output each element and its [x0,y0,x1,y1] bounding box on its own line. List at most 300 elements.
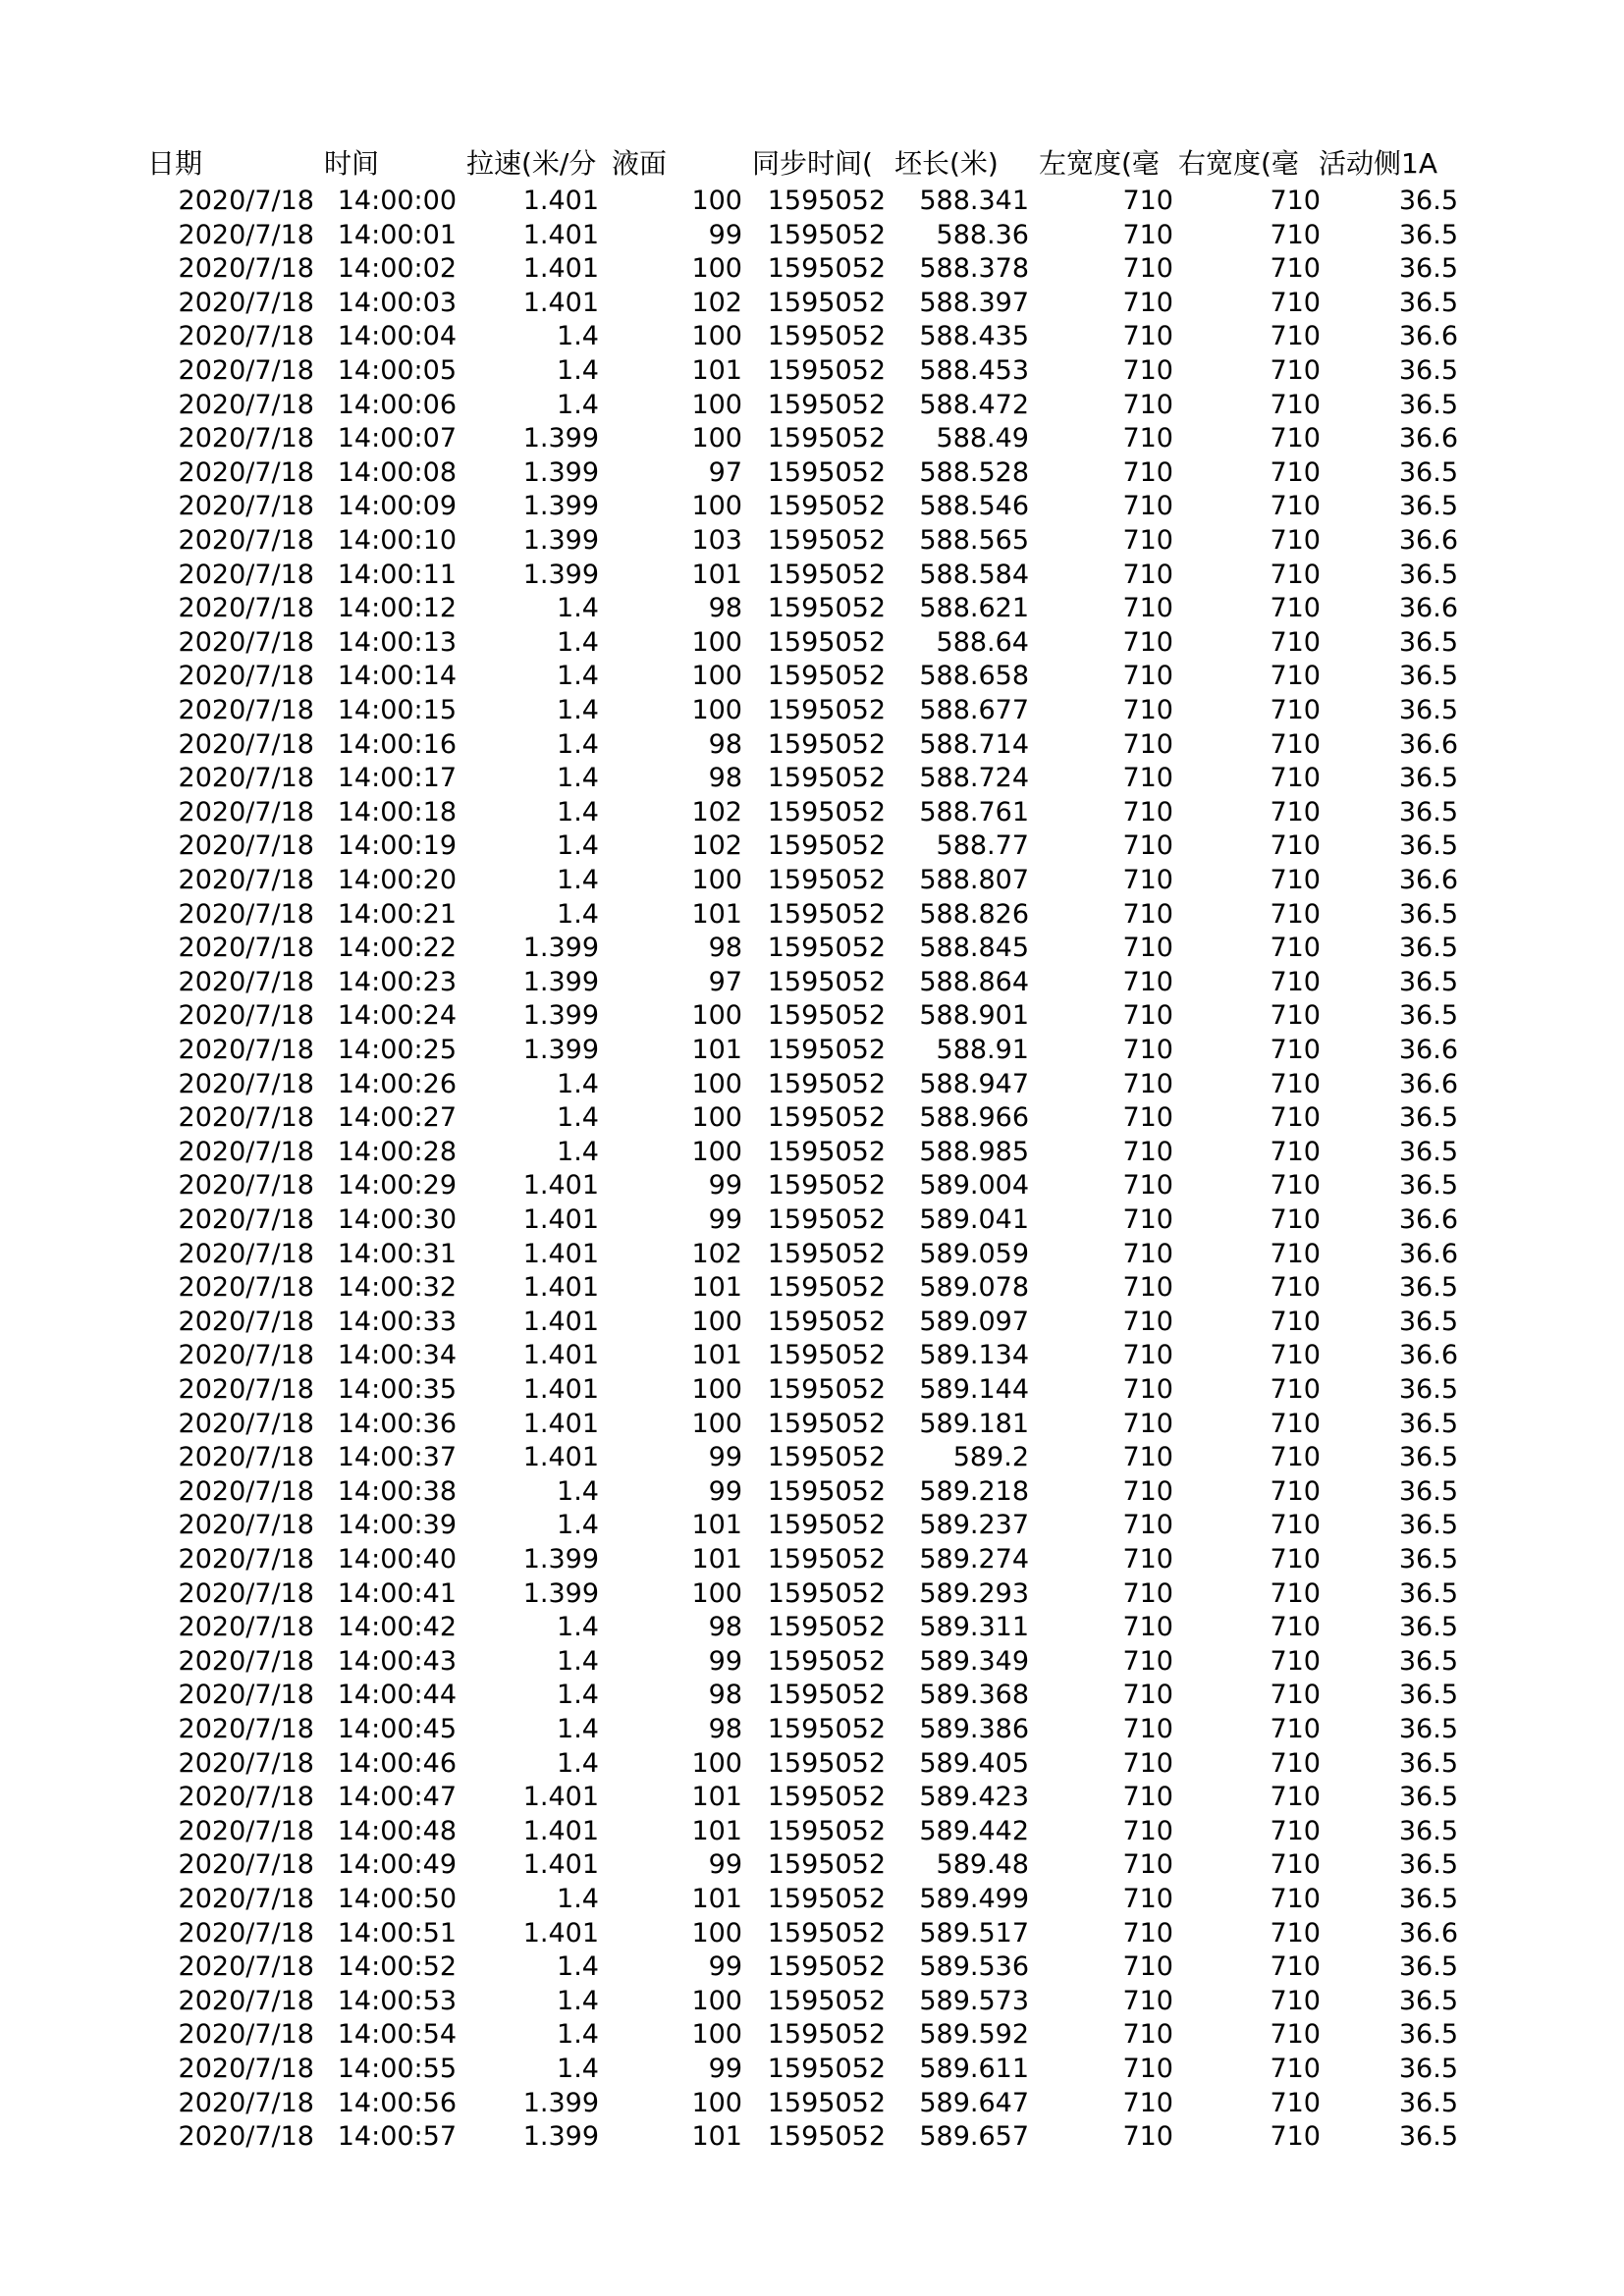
table-row [0,219,1624,253]
cell-slab-length: 589.657 [919,2121,1029,2153]
cell-left-width: 710 [1122,1782,1173,1813]
cell-time: 14:00:06 [337,389,457,420]
cell-left-width: 710 [1122,1747,1173,1779]
cell-sync-time: 1595052 [767,1102,886,1134]
cell-sync-time: 1595052 [767,2054,886,2084]
cell-sync-time: 1595052 [767,1035,886,1065]
cell-sync-time: 1595052 [767,2087,886,2118]
cell-liquid-level: 101 [691,559,742,590]
cell-time: 14:00:01 [337,219,457,250]
cell-liquid-level: 97 [708,456,742,488]
cell-right-width: 710 [1270,1204,1321,1235]
cell-left-width: 710 [1122,1000,1173,1032]
cell-date: 2020/7/18 [178,1645,314,1677]
cell-liquid-level: 99 [708,1475,742,1507]
table-row [0,1645,1624,1680]
cell-active-side-1a: 36.5 [1398,287,1458,318]
cell-slab-length: 588.546 [919,491,1029,522]
table-row [0,829,1624,864]
cell-date: 2020/7/18 [178,796,314,828]
cell-casting-speed: 1.401 [522,1849,599,1881]
cell-date: 2020/7/18 [178,763,314,794]
cell-liquid-level: 98 [708,763,742,794]
cell-sync-time: 1595052 [767,1680,886,1711]
cell-active-side-1a: 36.5 [1398,1136,1458,1167]
cell-casting-speed: 1.401 [522,1204,599,1235]
cell-date: 2020/7/18 [178,865,314,895]
table-row [0,1238,1624,1272]
cell-active-side-1a: 36.5 [1398,1782,1458,1813]
cell-liquid-level: 103 [691,525,742,556]
cell-time: 14:00:21 [337,898,457,930]
cell-right-width: 710 [1270,1170,1321,1201]
cell-sync-time: 1595052 [767,1645,886,1677]
cell-liquid-level: 100 [691,1136,742,1167]
cell-date: 2020/7/18 [178,728,314,760]
cell-left-width: 710 [1122,763,1173,794]
cell-slab-length: 589.041 [919,1204,1029,1235]
cell-active-side-1a: 36.5 [1398,2087,1458,2118]
cell-right-width: 710 [1270,423,1321,454]
cell-left-width: 710 [1122,1917,1173,1949]
cell-sync-time: 1595052 [767,321,886,352]
cell-casting-speed: 1.399 [522,2087,599,2118]
cell-casting-speed: 1.401 [522,219,599,250]
cell-left-width: 710 [1122,1068,1173,1099]
cell-time: 14:00:26 [337,1068,457,1099]
cell-active-side-1a: 36.5 [1398,933,1458,964]
table-row [0,728,1624,763]
cell-sync-time: 1595052 [767,219,886,250]
cell-right-width: 710 [1270,1884,1321,1914]
cell-right-width: 710 [1270,1442,1321,1473]
cell-time: 14:00:47 [337,1782,457,1813]
cell-sync-time: 1595052 [767,1475,886,1507]
cell-sync-time: 1595052 [767,796,886,828]
cell-time: 14:00:03 [337,287,457,318]
cell-casting-speed: 1.4 [557,1102,599,1134]
cell-slab-length: 589.647 [919,2087,1029,2118]
cell-casting-speed: 1.399 [522,525,599,556]
cell-liquid-level: 102 [691,287,742,318]
cell-time: 14:00:11 [337,559,457,590]
cell-sync-time: 1595052 [767,253,886,285]
cell-slab-length: 589.405 [919,1747,1029,1779]
cell-right-width: 710 [1270,355,1321,386]
cell-liquid-level: 97 [708,966,742,997]
header-date: 日期 [147,147,203,180]
cell-sync-time: 1595052 [767,661,886,692]
cell-time: 14:00:36 [337,1408,457,1439]
cell-sync-time: 1595052 [767,1238,886,1269]
cell-slab-length: 589.311 [919,1612,1029,1643]
cell-time: 14:00:29 [337,1170,457,1201]
cell-sync-time: 1595052 [767,626,886,658]
cell-casting-speed: 1.399 [522,2121,599,2153]
cell-slab-length: 589.611 [919,2054,1029,2084]
cell-sync-time: 1595052 [767,423,886,454]
cell-time: 14:00:56 [337,2087,457,2118]
cell-slab-length: 589.423 [919,1782,1029,1813]
cell-sync-time: 1595052 [767,1170,886,1201]
cell-slab-length: 588.36 [936,219,1029,250]
cell-active-side-1a: 36.6 [1398,1068,1458,1099]
cell-slab-length: 588.807 [919,865,1029,895]
cell-date: 2020/7/18 [178,321,314,352]
cell-liquid-level: 101 [691,898,742,930]
cell-slab-length: 589.293 [919,1577,1029,1609]
cell-liquid-level: 100 [691,1000,742,1032]
cell-date: 2020/7/18 [178,1238,314,1269]
cell-left-width: 710 [1122,2087,1173,2118]
table-row [0,762,1624,796]
cell-time: 14:00:13 [337,626,457,658]
cell-right-width: 710 [1270,593,1321,624]
cell-active-side-1a: 36.6 [1398,865,1458,895]
cell-sync-time: 1595052 [767,1510,886,1541]
cell-right-width: 710 [1270,933,1321,964]
cell-active-side-1a: 36.5 [1398,559,1458,590]
cell-casting-speed: 1.401 [522,253,599,285]
cell-casting-speed: 1.399 [522,456,599,488]
table-row [0,1917,1624,1951]
cell-slab-length: 588.397 [919,287,1029,318]
cell-left-width: 710 [1122,1136,1173,1167]
cell-date: 2020/7/18 [178,491,314,522]
cell-active-side-1a: 36.5 [1398,355,1458,386]
cell-left-width: 710 [1122,661,1173,692]
cell-left-width: 710 [1122,933,1173,964]
cell-active-side-1a: 36.5 [1398,2019,1458,2051]
cell-liquid-level: 99 [708,1442,742,1473]
cell-time: 14:00:28 [337,1136,457,1167]
cell-left-width: 710 [1122,1306,1173,1337]
cell-left-width: 710 [1122,1442,1173,1473]
cell-slab-length: 589.097 [919,1306,1029,1337]
cell-casting-speed: 1.401 [522,1815,599,1846]
cell-slab-length: 588.901 [919,1000,1029,1032]
cell-casting-speed: 1.4 [557,695,599,725]
cell-left-width: 710 [1122,389,1173,420]
cell-time: 14:00:43 [337,1645,457,1677]
cell-slab-length: 588.565 [919,525,1029,556]
cell-left-width: 710 [1122,2019,1173,2051]
cell-liquid-level: 100 [691,1374,742,1405]
cell-date: 2020/7/18 [178,389,314,420]
cell-liquid-level: 101 [691,1782,742,1813]
cell-liquid-level: 99 [708,1204,742,1235]
cell-liquid-level: 100 [691,1068,742,1099]
cell-active-side-1a: 36.6 [1398,525,1458,556]
cell-right-width: 710 [1270,830,1321,862]
cell-casting-speed: 1.4 [557,1985,599,2016]
cell-sync-time: 1595052 [767,1272,886,1304]
cell-casting-speed: 1.399 [522,1000,599,1032]
cell-right-width: 710 [1270,1680,1321,1711]
cell-casting-speed: 1.399 [522,1035,599,1065]
cell-sync-time: 1595052 [767,456,886,488]
cell-active-side-1a: 36.5 [1398,1544,1458,1575]
cell-left-width: 710 [1122,423,1173,454]
cell-right-width: 710 [1270,661,1321,692]
header-active-side-1a: 活动侧1A [1319,147,1437,180]
cell-slab-length: 588.621 [919,593,1029,624]
cell-sync-time: 1595052 [767,1985,886,2016]
cell-active-side-1a: 36.6 [1398,1204,1458,1235]
cell-slab-length: 589.499 [919,1884,1029,1914]
cell-liquid-level: 101 [691,2121,742,2153]
cell-liquid-level: 100 [691,1747,742,1779]
cell-active-side-1a: 36.6 [1398,1238,1458,1269]
cell-left-width: 710 [1122,2054,1173,2084]
cell-sync-time: 1595052 [767,865,886,895]
cell-right-width: 710 [1270,1306,1321,1337]
cell-slab-length: 589.368 [919,1680,1029,1711]
cell-right-width: 710 [1270,1475,1321,1507]
cell-casting-speed: 1.401 [522,1272,599,1304]
cell-slab-length: 588.845 [919,933,1029,964]
table-row [0,1611,1624,1645]
cell-casting-speed: 1.4 [557,1680,599,1711]
table-row [0,2053,1624,2087]
cell-right-width: 710 [1270,2121,1321,2153]
cell-slab-length: 589.442 [919,1815,1029,1846]
cell-casting-speed: 1.4 [557,661,599,692]
table-row [0,354,1624,389]
table-row [0,1203,1624,1238]
cell-casting-speed: 1.4 [557,2054,599,2084]
cell-time: 14:00:25 [337,1035,457,1065]
cell-time: 14:00:24 [337,1000,457,1032]
cell-time: 14:00:19 [337,830,457,862]
cell-active-side-1a: 36.5 [1398,219,1458,250]
table-row [0,1271,1624,1306]
cell-left-width: 710 [1122,865,1173,895]
cell-active-side-1a: 36.5 [1398,966,1458,997]
cell-liquid-level: 98 [708,593,742,624]
cell-sync-time: 1595052 [767,525,886,556]
table-row [0,1543,1624,1577]
cell-left-width: 710 [1122,1475,1173,1507]
cell-left-width: 710 [1122,1612,1173,1643]
cell-active-side-1a: 36.5 [1398,1000,1458,1032]
cell-sync-time: 1595052 [767,1306,886,1337]
cell-sync-time: 1595052 [767,830,886,862]
cell-date: 2020/7/18 [178,219,314,250]
header-right-width: 右宽度(毫 [1178,147,1299,180]
cell-casting-speed: 1.401 [522,1170,599,1201]
cell-time: 14:00:37 [337,1442,457,1473]
cell-sync-time: 1595052 [767,728,886,760]
cell-left-width: 710 [1122,1884,1173,1914]
cell-time: 14:00:08 [337,456,457,488]
cell-date: 2020/7/18 [178,186,314,216]
cell-right-width: 710 [1270,2019,1321,2051]
cell-liquid-level: 100 [691,865,742,895]
cell-time: 14:00:18 [337,796,457,828]
cell-sync-time: 1595052 [767,1374,886,1405]
cell-right-width: 710 [1270,763,1321,794]
cell-active-side-1a: 36.5 [1398,796,1458,828]
cell-active-side-1a: 36.5 [1398,1510,1458,1541]
cell-date: 2020/7/18 [178,1782,314,1813]
cell-sync-time: 1595052 [767,491,886,522]
table-row [0,1034,1624,1068]
cell-time: 14:00:15 [337,695,457,725]
cell-right-width: 710 [1270,491,1321,522]
cell-time: 14:00:42 [337,1612,457,1643]
cell-liquid-level: 99 [708,1849,742,1881]
table-row [0,2120,1624,2155]
cell-casting-speed: 1.4 [557,1068,599,1099]
table-row [0,1441,1624,1475]
cell-active-side-1a: 36.5 [1398,1475,1458,1507]
cell-left-width: 710 [1122,830,1173,862]
cell-left-width: 710 [1122,1849,1173,1881]
cell-active-side-1a: 36.5 [1398,661,1458,692]
cell-sync-time: 1595052 [767,1747,886,1779]
cell-active-side-1a: 36.5 [1398,1442,1458,1473]
cell-right-width: 710 [1270,1645,1321,1677]
cell-slab-length: 589.004 [919,1170,1029,1201]
cell-casting-speed: 1.4 [557,1612,599,1643]
cell-casting-speed: 1.4 [557,321,599,352]
cell-liquid-level: 102 [691,1238,742,1269]
table-row [0,932,1624,966]
cell-time: 14:00:27 [337,1102,457,1134]
cell-liquid-level: 100 [691,253,742,285]
cell-right-width: 710 [1270,2054,1321,2084]
cell-left-width: 710 [1122,1544,1173,1575]
table-row [0,966,1624,1000]
table-row [0,524,1624,559]
table-row [0,320,1624,354]
cell-time: 14:00:33 [337,1306,457,1337]
cell-casting-speed: 1.4 [557,898,599,930]
cell-sync-time: 1595052 [767,933,886,964]
cell-time: 14:00:20 [337,865,457,895]
cell-date: 2020/7/18 [178,933,314,964]
cell-casting-speed: 1.399 [522,933,599,964]
cell-right-width: 710 [1270,525,1321,556]
cell-left-width: 710 [1122,2121,1173,2153]
cell-date: 2020/7/18 [178,423,314,454]
cell-liquid-level: 100 [691,186,742,216]
table-row [0,252,1624,287]
cell-liquid-level: 100 [691,626,742,658]
cell-time: 14:00:09 [337,491,457,522]
cell-casting-speed: 1.4 [557,1645,599,1677]
cell-date: 2020/7/18 [178,287,314,318]
cell-casting-speed: 1.401 [522,1782,599,1813]
cell-right-width: 710 [1270,728,1321,760]
cell-left-width: 710 [1122,1238,1173,1269]
cell-date: 2020/7/18 [178,1577,314,1609]
cell-casting-speed: 1.4 [557,593,599,624]
cell-slab-length: 588.64 [936,626,1029,658]
cell-right-width: 710 [1270,1747,1321,1779]
cell-right-width: 710 [1270,1238,1321,1269]
cell-time: 14:00:23 [337,966,457,997]
cell-casting-speed: 1.401 [522,1340,599,1371]
cell-slab-length: 588.453 [919,355,1029,386]
table-row [0,660,1624,694]
table-row [0,1577,1624,1612]
cell-sync-time: 1595052 [767,1849,886,1881]
cell-right-width: 710 [1270,1612,1321,1643]
cell-casting-speed: 1.4 [557,1747,599,1779]
cell-sync-time: 1595052 [767,1612,886,1643]
cell-date: 2020/7/18 [178,1136,314,1167]
cell-liquid-level: 100 [691,423,742,454]
table-row [0,592,1624,626]
cell-time: 14:00:39 [337,1510,457,1541]
cell-liquid-level: 99 [708,2054,742,2084]
cell-date: 2020/7/18 [178,1204,314,1235]
cell-left-width: 710 [1122,728,1173,760]
table-row [0,1679,1624,1713]
header-slab-length: 坯长(米) [894,147,999,180]
cell-left-width: 710 [1122,1408,1173,1439]
cell-liquid-level: 100 [691,321,742,352]
cell-left-width: 710 [1122,491,1173,522]
cell-sync-time: 1595052 [767,1408,886,1439]
cell-date: 2020/7/18 [178,1442,314,1473]
cell-right-width: 710 [1270,389,1321,420]
cell-slab-length: 588.341 [919,186,1029,216]
table-row [0,1985,1624,2019]
cell-casting-speed: 1.401 [522,186,599,216]
cell-active-side-1a: 36.5 [1398,626,1458,658]
cell-sync-time: 1595052 [767,559,886,590]
cell-liquid-level: 98 [708,933,742,964]
cell-liquid-level: 101 [691,1340,742,1371]
cell-slab-length: 589.218 [919,1475,1029,1507]
cell-sync-time: 1595052 [767,593,886,624]
cell-date: 2020/7/18 [178,1000,314,1032]
cell-slab-length: 588.826 [919,898,1029,930]
cell-liquid-level: 101 [691,1272,742,1304]
table-row [0,2087,1624,2121]
cell-date: 2020/7/18 [178,1035,314,1065]
cell-active-side-1a: 36.5 [1398,1577,1458,1609]
cell-liquid-level: 98 [708,728,742,760]
cell-casting-speed: 1.4 [557,1714,599,1744]
cell-left-width: 710 [1122,525,1173,556]
cell-slab-length: 589.144 [919,1374,1029,1405]
cell-active-side-1a: 36.5 [1398,1170,1458,1201]
table-row [0,999,1624,1034]
cell-date: 2020/7/18 [178,1917,314,1949]
cell-time: 14:00:07 [337,423,457,454]
cell-left-width: 710 [1122,1815,1173,1846]
cell-active-side-1a: 36.6 [1398,321,1458,352]
table-row [0,1950,1624,1985]
cell-active-side-1a: 36.5 [1398,1612,1458,1643]
cell-slab-length: 589.2 [952,1442,1029,1473]
cell-sync-time: 1595052 [767,1951,886,1983]
cell-left-width: 710 [1122,1714,1173,1744]
cell-active-side-1a: 36.6 [1398,1917,1458,1949]
cell-sync-time: 1595052 [767,1577,886,1609]
cell-sync-time: 1595052 [767,1917,886,1949]
cell-casting-speed: 1.4 [557,389,599,420]
table-row [0,389,1624,423]
cell-right-width: 710 [1270,1000,1321,1032]
cell-active-side-1a: 36.6 [1398,728,1458,760]
cell-slab-length: 588.435 [919,321,1029,352]
cell-active-side-1a: 36.5 [1398,1645,1458,1677]
